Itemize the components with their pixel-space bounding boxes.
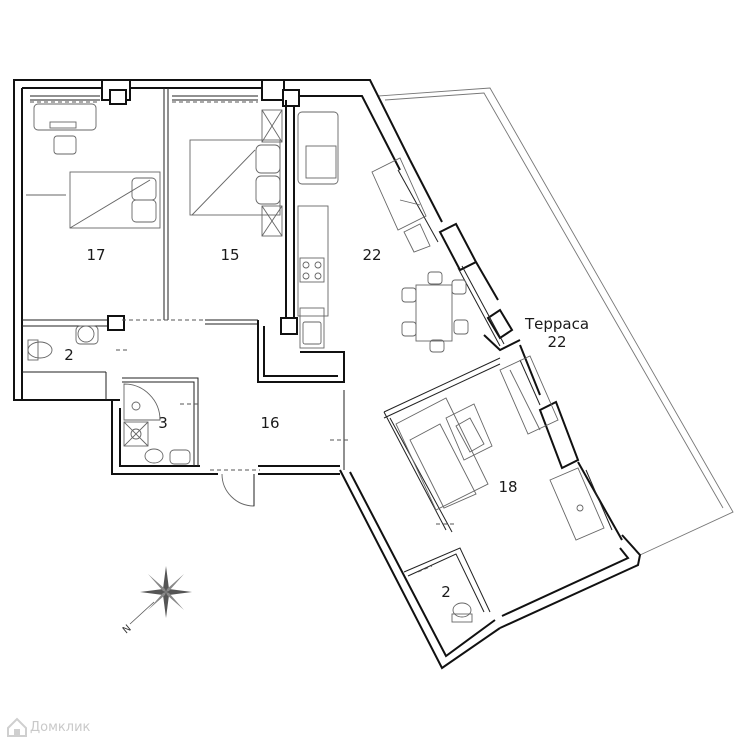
room-area-hallway: 16 bbox=[260, 414, 280, 432]
bedroom-a-furniture bbox=[26, 104, 160, 228]
room-area-bedroom-a: 17 bbox=[86, 246, 106, 264]
bathroom-small-furniture bbox=[28, 326, 98, 360]
terrace-area: 22 bbox=[547, 333, 567, 351]
terrace-name: Терраса bbox=[524, 315, 590, 333]
outer-walls bbox=[14, 80, 640, 668]
bathroom-furniture bbox=[124, 384, 190, 464]
room-area-living-kitchen: 22 bbox=[362, 246, 382, 264]
room-area-bathroom-small: 2 bbox=[64, 346, 74, 364]
wc-furniture bbox=[452, 603, 472, 622]
bedroom-b-furniture bbox=[190, 110, 282, 236]
house-logo-icon bbox=[8, 719, 26, 736]
windows bbox=[30, 96, 612, 530]
room-area-bedroom-b: 15 bbox=[220, 246, 240, 264]
compass-rose bbox=[130, 566, 192, 624]
watermark-text: Домклик bbox=[30, 720, 91, 735]
inner-walls bbox=[22, 88, 500, 612]
room-area-bedroom-c: 18 bbox=[498, 478, 518, 496]
compass-north-label: N bbox=[120, 623, 134, 637]
room-area-wc: 2 bbox=[441, 583, 451, 601]
room-area-bathroom: 3 bbox=[158, 414, 168, 432]
